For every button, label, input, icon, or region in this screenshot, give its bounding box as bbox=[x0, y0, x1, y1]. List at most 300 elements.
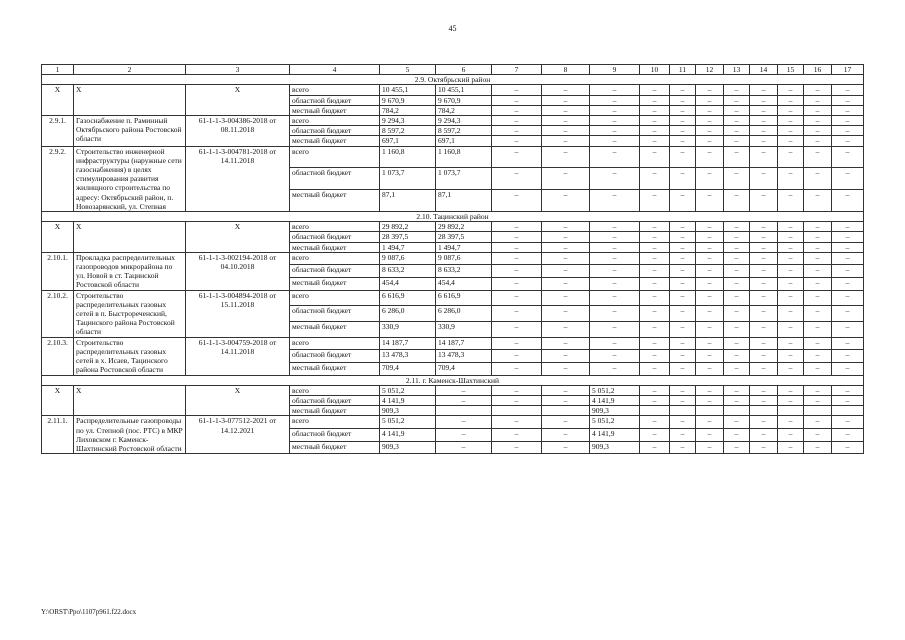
funding-type: местный бюджет bbox=[290, 441, 380, 454]
value-cell: 697,1 bbox=[436, 136, 492, 146]
funding-type: всего bbox=[290, 116, 380, 126]
value-cell: – bbox=[542, 190, 590, 212]
value-cell: – bbox=[750, 278, 778, 291]
value-cell: 8 633,2 bbox=[380, 265, 436, 278]
value-cell: 709,4 bbox=[380, 362, 436, 375]
value-cell: – bbox=[670, 385, 696, 395]
value-cell: – bbox=[640, 395, 670, 405]
value-cell: 909,3 bbox=[380, 406, 436, 416]
value-cell: – bbox=[542, 146, 590, 168]
value-cell: – bbox=[804, 126, 832, 136]
value-cell: – bbox=[750, 252, 778, 265]
table-row bbox=[42, 252, 864, 265]
value-cell: – bbox=[492, 95, 542, 105]
item-document: X bbox=[186, 85, 290, 116]
value-cell: – bbox=[542, 242, 590, 252]
value-cell: – bbox=[804, 306, 832, 322]
funding-type: местный бюджет bbox=[290, 362, 380, 375]
value-cell: – bbox=[832, 85, 864, 95]
table-row bbox=[42, 290, 864, 306]
value-cell: 8 597,2 bbox=[436, 126, 492, 136]
value-cell: – bbox=[542, 252, 590, 265]
table-row bbox=[42, 116, 864, 126]
value-cell: 29 892,2 bbox=[436, 222, 492, 232]
value-cell: – bbox=[778, 306, 804, 322]
value-cell: – bbox=[750, 395, 778, 405]
value-cell: – bbox=[750, 322, 778, 338]
column-header: 15 bbox=[778, 65, 804, 75]
value-cell: – bbox=[542, 265, 590, 278]
value-cell: – bbox=[542, 428, 590, 441]
value-cell: – bbox=[670, 252, 696, 265]
value-cell: – bbox=[492, 428, 542, 441]
value-cell: – bbox=[590, 85, 640, 95]
value-cell: – bbox=[724, 126, 750, 136]
value-cell: – bbox=[670, 265, 696, 278]
value-cell: – bbox=[778, 85, 804, 95]
value-cell: – bbox=[750, 265, 778, 278]
value-cell: – bbox=[640, 168, 670, 190]
value-cell: – bbox=[640, 337, 670, 350]
value-cell bbox=[804, 406, 832, 416]
value-cell: – bbox=[542, 306, 590, 322]
item-document: 61-1-1-3-077512-2021 от 14.12.2021 bbox=[186, 416, 290, 454]
value-cell: – bbox=[590, 136, 640, 146]
item-number: X bbox=[42, 222, 74, 253]
value-cell: – bbox=[750, 290, 778, 306]
value-cell: – bbox=[804, 232, 832, 242]
value-cell: 9 670,9 bbox=[436, 95, 492, 105]
value-cell: – bbox=[670, 395, 696, 405]
value-cell: – bbox=[492, 222, 542, 232]
value-cell: – bbox=[590, 278, 640, 291]
section-title: 2.9. Октябрьский район bbox=[42, 75, 864, 85]
funding-type: всего bbox=[290, 337, 380, 350]
value-cell: 9 294,3 bbox=[380, 116, 436, 126]
table-row bbox=[42, 146, 864, 168]
value-cell: – bbox=[696, 306, 724, 322]
value-cell: – bbox=[542, 278, 590, 291]
value-cell bbox=[670, 406, 696, 416]
value-cell: – bbox=[724, 362, 750, 375]
value-cell: – bbox=[542, 385, 590, 395]
value-cell: 5 051,2 bbox=[590, 385, 640, 395]
value-cell: – bbox=[670, 278, 696, 291]
value-cell bbox=[436, 406, 492, 416]
item-name: X bbox=[74, 85, 186, 116]
value-cell: – bbox=[804, 242, 832, 252]
header-row bbox=[42, 65, 864, 75]
value-cell: – bbox=[724, 105, 750, 115]
value-cell: – bbox=[832, 252, 864, 265]
value-cell: – bbox=[750, 242, 778, 252]
value-cell: – bbox=[832, 395, 864, 405]
value-cell: – bbox=[832, 242, 864, 252]
value-cell: – bbox=[670, 136, 696, 146]
column-header: 5 bbox=[380, 65, 436, 75]
value-cell: 6 616,9 bbox=[436, 290, 492, 306]
value-cell: – bbox=[696, 222, 724, 232]
value-cell: – bbox=[696, 95, 724, 105]
value-cell: – bbox=[724, 190, 750, 212]
value-cell: – bbox=[590, 146, 640, 168]
value-cell: – bbox=[804, 95, 832, 105]
value-cell: – bbox=[804, 362, 832, 375]
value-cell: – bbox=[778, 337, 804, 350]
value-cell: 14 187,7 bbox=[380, 337, 436, 350]
value-cell: – bbox=[542, 416, 590, 429]
value-cell: – bbox=[436, 385, 492, 395]
value-cell: 6 286,0 bbox=[380, 306, 436, 322]
value-cell: – bbox=[542, 105, 590, 115]
column-header: 10 bbox=[640, 65, 670, 75]
item-document: X bbox=[186, 222, 290, 253]
value-cell: – bbox=[670, 85, 696, 95]
value-cell: – bbox=[696, 278, 724, 291]
value-cell: – bbox=[436, 395, 492, 405]
value-cell bbox=[492, 406, 542, 416]
item-name: Газоснабжение п. Раминный Октябрьского района Ростовской области bbox=[74, 116, 186, 147]
value-cell: – bbox=[696, 116, 724, 126]
value-cell: – bbox=[590, 322, 640, 338]
value-cell: – bbox=[724, 95, 750, 105]
value-cell: – bbox=[778, 350, 804, 363]
value-cell: 5 051,2 bbox=[590, 416, 640, 429]
value-cell: – bbox=[778, 290, 804, 306]
value-cell: – bbox=[696, 242, 724, 252]
value-cell: – bbox=[804, 416, 832, 429]
value-cell: – bbox=[804, 168, 832, 190]
value-cell: – bbox=[724, 232, 750, 242]
value-cell: – bbox=[724, 265, 750, 278]
value-cell: – bbox=[778, 222, 804, 232]
value-cell: – bbox=[832, 146, 864, 168]
item-number: 2.10.2. bbox=[42, 290, 74, 337]
value-cell: – bbox=[778, 441, 804, 454]
funding-type: местный бюджет bbox=[290, 190, 380, 212]
value-cell: – bbox=[724, 337, 750, 350]
value-cell: – bbox=[492, 441, 542, 454]
value-cell: – bbox=[640, 232, 670, 242]
value-cell: 1 073,7 bbox=[436, 168, 492, 190]
value-cell: 697,1 bbox=[380, 136, 436, 146]
value-cell: – bbox=[724, 385, 750, 395]
value-cell: – bbox=[542, 395, 590, 405]
value-cell: 10 455,1 bbox=[380, 85, 436, 95]
column-header: 3 bbox=[186, 65, 290, 75]
value-cell: – bbox=[590, 337, 640, 350]
funding-type: всего bbox=[290, 222, 380, 232]
value-cell: – bbox=[670, 146, 696, 168]
value-cell: – bbox=[590, 168, 640, 190]
value-cell: – bbox=[696, 395, 724, 405]
value-cell: – bbox=[670, 441, 696, 454]
funding-type: областной бюджет bbox=[290, 428, 380, 441]
value-cell: – bbox=[492, 190, 542, 212]
value-cell: – bbox=[832, 126, 864, 136]
item-document: 61-1-1-3-002194-2018 от 04.10.2018 bbox=[186, 252, 290, 290]
value-cell: – bbox=[640, 190, 670, 212]
value-cell: – bbox=[778, 190, 804, 212]
value-cell: – bbox=[832, 222, 864, 232]
value-cell: – bbox=[640, 85, 670, 95]
value-cell: – bbox=[778, 265, 804, 278]
value-cell: 9 087,6 bbox=[436, 252, 492, 265]
item-document: 61-1-1-3-004894-2018 от 15.11.2018 bbox=[186, 290, 290, 337]
column-header: 6 bbox=[436, 65, 492, 75]
value-cell: – bbox=[492, 362, 542, 375]
value-cell: – bbox=[670, 116, 696, 126]
value-cell: – bbox=[590, 105, 640, 115]
value-cell: 29 892,2 bbox=[380, 222, 436, 232]
value-cell: – bbox=[640, 265, 670, 278]
value-cell: – bbox=[832, 278, 864, 291]
item-number: 2.9.2. bbox=[42, 146, 74, 211]
value-cell: – bbox=[778, 136, 804, 146]
value-cell: – bbox=[832, 265, 864, 278]
value-cell: – bbox=[804, 105, 832, 115]
table-row bbox=[42, 416, 864, 429]
value-cell: – bbox=[542, 126, 590, 136]
value-cell: 10 455,1 bbox=[436, 85, 492, 95]
value-cell: 909,3 bbox=[590, 406, 640, 416]
value-cell: – bbox=[492, 126, 542, 136]
value-cell: 9 087,6 bbox=[380, 252, 436, 265]
value-cell: – bbox=[492, 146, 542, 168]
value-cell: – bbox=[750, 306, 778, 322]
value-cell: – bbox=[696, 168, 724, 190]
value-cell: – bbox=[640, 242, 670, 252]
value-cell: 13 478,3 bbox=[380, 350, 436, 363]
value-cell: – bbox=[590, 116, 640, 126]
value-cell: – bbox=[670, 242, 696, 252]
value-cell: – bbox=[832, 190, 864, 212]
value-cell: – bbox=[804, 428, 832, 441]
section-title: 2.11. г. Каменск-Шахтинский bbox=[42, 375, 864, 385]
value-cell: – bbox=[832, 116, 864, 126]
item-name: Строительство инженерной инфраструктуры (наружные сети газоснабжения) в целях стимулирования развития жилищного строительства по адресу: Октябрьский район, п. Новозарянский, ул. Степная bbox=[74, 146, 186, 211]
funding-type: областной бюджет bbox=[290, 232, 380, 242]
value-cell: – bbox=[778, 278, 804, 291]
value-cell bbox=[542, 406, 590, 416]
value-cell: – bbox=[492, 232, 542, 242]
value-cell: 5 051,2 bbox=[380, 385, 436, 395]
value-cell: – bbox=[832, 136, 864, 146]
value-cell: – bbox=[724, 290, 750, 306]
value-cell: – bbox=[750, 222, 778, 232]
value-cell: 6 616,9 bbox=[380, 290, 436, 306]
value-cell: 1 494,7 bbox=[436, 242, 492, 252]
value-cell: 1 073,7 bbox=[380, 168, 436, 190]
value-cell: – bbox=[696, 428, 724, 441]
value-cell: – bbox=[750, 95, 778, 105]
value-cell: – bbox=[640, 306, 670, 322]
value-cell: – bbox=[542, 362, 590, 375]
value-cell: – bbox=[640, 416, 670, 429]
value-cell: – bbox=[804, 190, 832, 212]
value-cell: – bbox=[590, 306, 640, 322]
value-cell: – bbox=[724, 85, 750, 95]
funding-type: местный бюджет bbox=[290, 242, 380, 252]
value-cell: – bbox=[804, 136, 832, 146]
item-name: X bbox=[74, 222, 186, 253]
value-cell: – bbox=[804, 290, 832, 306]
value-cell: 784,2 bbox=[380, 105, 436, 115]
column-header: 13 bbox=[724, 65, 750, 75]
value-cell: – bbox=[778, 116, 804, 126]
value-cell: – bbox=[804, 265, 832, 278]
item-document: 61-1-1-3-004781-2018 от 14.11.2018 bbox=[186, 146, 290, 211]
value-cell: – bbox=[542, 337, 590, 350]
table-row bbox=[42, 337, 864, 350]
value-cell: – bbox=[670, 337, 696, 350]
value-cell: – bbox=[436, 441, 492, 454]
value-cell: 4 141,9 bbox=[590, 428, 640, 441]
value-cell: – bbox=[778, 242, 804, 252]
value-cell: – bbox=[832, 232, 864, 242]
value-cell: – bbox=[804, 252, 832, 265]
value-cell: – bbox=[696, 350, 724, 363]
value-cell: – bbox=[832, 168, 864, 190]
funding-type: всего bbox=[290, 252, 380, 265]
value-cell: – bbox=[778, 146, 804, 168]
value-cell: – bbox=[696, 337, 724, 350]
value-cell: – bbox=[670, 350, 696, 363]
value-cell: – bbox=[590, 362, 640, 375]
value-cell: 87,1 bbox=[380, 190, 436, 212]
value-cell: – bbox=[804, 85, 832, 95]
item-document: X bbox=[186, 385, 290, 416]
value-cell: – bbox=[436, 428, 492, 441]
value-cell: – bbox=[804, 385, 832, 395]
funding-type: местный бюджет bbox=[290, 136, 380, 146]
value-cell: – bbox=[750, 232, 778, 242]
value-cell: – bbox=[832, 306, 864, 322]
budget-table bbox=[41, 64, 864, 454]
value-cell: – bbox=[832, 362, 864, 375]
value-cell: – bbox=[542, 116, 590, 126]
value-cell: – bbox=[696, 322, 724, 338]
table-row bbox=[42, 85, 864, 95]
value-cell: – bbox=[670, 306, 696, 322]
item-document: 61-1-1-3-004759-2018 от 14.11.2018 bbox=[186, 337, 290, 375]
value-cell: – bbox=[670, 168, 696, 190]
funding-type: местный бюджет bbox=[290, 322, 380, 338]
value-cell: 4 141,9 bbox=[380, 395, 436, 405]
value-cell: – bbox=[724, 168, 750, 190]
value-cell: – bbox=[590, 242, 640, 252]
column-header: 17 bbox=[832, 65, 864, 75]
value-cell: – bbox=[640, 222, 670, 232]
item-name: Строительство распределительных газовых сетей в п. Быстрореченский, Тацинского района Ростовской области bbox=[74, 290, 186, 337]
value-cell: – bbox=[670, 190, 696, 212]
page-number: 45 bbox=[448, 24, 457, 33]
funding-type: областной бюджет bbox=[290, 265, 380, 278]
value-cell: – bbox=[724, 350, 750, 363]
value-cell: 8 597,2 bbox=[380, 126, 436, 136]
funding-type: областной бюджет bbox=[290, 95, 380, 105]
value-cell bbox=[778, 406, 804, 416]
value-cell: – bbox=[542, 95, 590, 105]
item-number: 2.10.1. bbox=[42, 252, 74, 290]
value-cell: – bbox=[640, 322, 670, 338]
column-header: 4 bbox=[290, 65, 380, 75]
value-cell: – bbox=[778, 105, 804, 115]
section-row bbox=[42, 375, 864, 385]
column-header: 9 bbox=[590, 65, 640, 75]
value-cell: 454,4 bbox=[380, 278, 436, 291]
value-cell: – bbox=[640, 126, 670, 136]
value-cell: – bbox=[724, 222, 750, 232]
value-cell: – bbox=[670, 95, 696, 105]
value-cell: – bbox=[724, 322, 750, 338]
value-cell: 4 141,9 bbox=[380, 428, 436, 441]
funding-type: областной бюджет bbox=[290, 395, 380, 405]
value-cell: – bbox=[750, 350, 778, 363]
value-cell bbox=[832, 406, 864, 416]
value-cell: – bbox=[696, 146, 724, 168]
value-cell: – bbox=[492, 168, 542, 190]
value-cell: – bbox=[724, 428, 750, 441]
value-cell: – bbox=[832, 337, 864, 350]
value-cell: – bbox=[804, 146, 832, 168]
value-cell: – bbox=[696, 252, 724, 265]
value-cell bbox=[724, 406, 750, 416]
item-name: Прокладка распределительных газопроводов микрорайона по ул. Новой в ст. Тацинской Ростовской области bbox=[74, 252, 186, 290]
funding-type: всего bbox=[290, 146, 380, 168]
value-cell: – bbox=[696, 290, 724, 306]
item-number: 2.11.1. bbox=[42, 416, 74, 454]
value-cell: 28 397,5 bbox=[436, 232, 492, 242]
value-cell: – bbox=[778, 395, 804, 405]
value-cell: – bbox=[590, 126, 640, 136]
column-header: 16 bbox=[804, 65, 832, 75]
value-cell: – bbox=[492, 105, 542, 115]
value-cell: – bbox=[590, 252, 640, 265]
value-cell: – bbox=[724, 441, 750, 454]
value-cell: – bbox=[832, 416, 864, 429]
value-cell: – bbox=[696, 136, 724, 146]
value-cell: – bbox=[778, 126, 804, 136]
value-cell: – bbox=[696, 416, 724, 429]
value-cell: – bbox=[492, 290, 542, 306]
value-cell: – bbox=[750, 362, 778, 375]
value-cell: – bbox=[492, 322, 542, 338]
value-cell: – bbox=[640, 136, 670, 146]
value-cell: – bbox=[640, 146, 670, 168]
value-cell: – bbox=[492, 242, 542, 252]
section-row bbox=[42, 212, 864, 222]
value-cell: – bbox=[492, 350, 542, 363]
funding-type: местный бюджет bbox=[290, 406, 380, 416]
value-cell: – bbox=[542, 290, 590, 306]
section-title: 2.10. Тацинский район bbox=[42, 212, 864, 222]
value-cell: – bbox=[724, 278, 750, 291]
funding-type: областной бюджет bbox=[290, 350, 380, 363]
value-cell: – bbox=[542, 441, 590, 454]
value-cell: – bbox=[804, 322, 832, 338]
value-cell: 13 478,3 bbox=[436, 350, 492, 363]
value-cell: – bbox=[696, 385, 724, 395]
funding-type: всего bbox=[290, 290, 380, 306]
value-cell: – bbox=[542, 232, 590, 242]
value-cell: 9 294,3 bbox=[436, 116, 492, 126]
value-cell: – bbox=[590, 265, 640, 278]
value-cell: 909,3 bbox=[380, 441, 436, 454]
value-cell: 1 160,8 bbox=[436, 146, 492, 168]
value-cell: – bbox=[832, 350, 864, 363]
value-cell: – bbox=[750, 385, 778, 395]
